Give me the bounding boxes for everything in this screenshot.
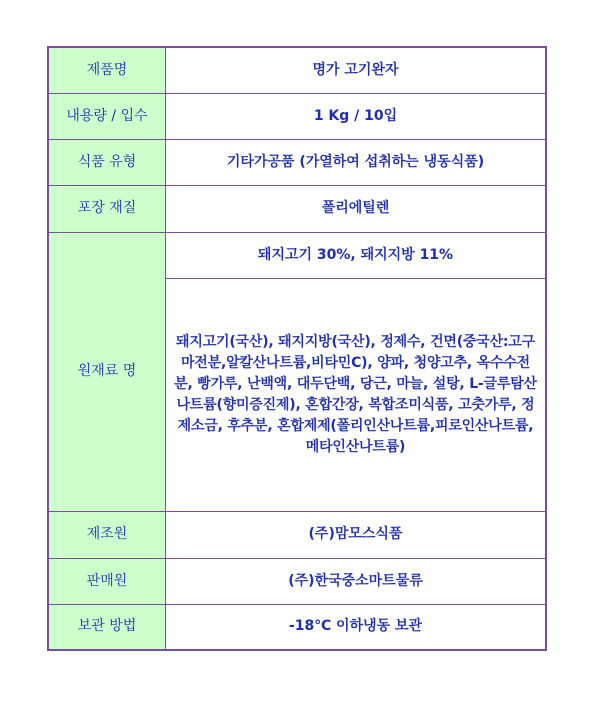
row-packaging <box>48 185 546 232</box>
product-spec-table <box>47 46 547 651</box>
capacity-value: 1 Kg / 10입 <box>166 93 547 139</box>
row-capacity <box>48 93 546 139</box>
row-manufacturer <box>48 511 546 558</box>
product-name-value: 명가 고기완자 <box>166 47 547 93</box>
row-storage <box>48 604 546 650</box>
manufacturer-label: 제조원 <box>48 511 166 558</box>
storage-value: -18℃ 이하냉동 보관 <box>166 604 547 650</box>
storage-label: 보관 방법 <box>48 604 166 650</box>
packaging-value: 폴리에틸렌 <box>166 185 547 232</box>
row-ingredients-summary <box>48 232 546 278</box>
product-name-label: 제품명 <box>48 47 166 93</box>
row-food-type <box>48 139 546 185</box>
food-type-value: 기타가공품 (가열하여 섭취하는 냉동식품) <box>166 139 547 185</box>
ingredients-label: 원재료 명 <box>48 232 166 511</box>
manufacturer-value: (주)맘모스식품 <box>166 511 547 558</box>
row-product-name <box>48 47 546 93</box>
ingredients-detail: 돼지고기(국산), 돼지지방(국산), 정제수, 건면(중국산:고구마전분,알칼산나트륨,비타민C), 양파, 청양고추, 옥수수전분, 빵가루, 난백액, 대두단백, 당근, 마늘, 설탕, L-글루탐산나트륨(향미증진제), 혼합간장, 복합조미식품, 고춧가루, 정제소금, 후추분, 혼합제제(폴리인산나트륨,피로인산나트륨,메타인산나트륨) <box>166 278 547 511</box>
food-type-label: 식품 유형 <box>48 139 166 185</box>
capacity-label: 내용량 / 입수 <box>48 93 166 139</box>
seller-value: (주)한국중소마트물류 <box>166 558 547 604</box>
packaging-label: 포장 재질 <box>48 185 166 232</box>
ingredients-summary: 돼지고기 30%, 돼지지방 11% <box>166 232 547 278</box>
row-seller <box>48 558 546 604</box>
seller-label: 판매원 <box>48 558 166 604</box>
